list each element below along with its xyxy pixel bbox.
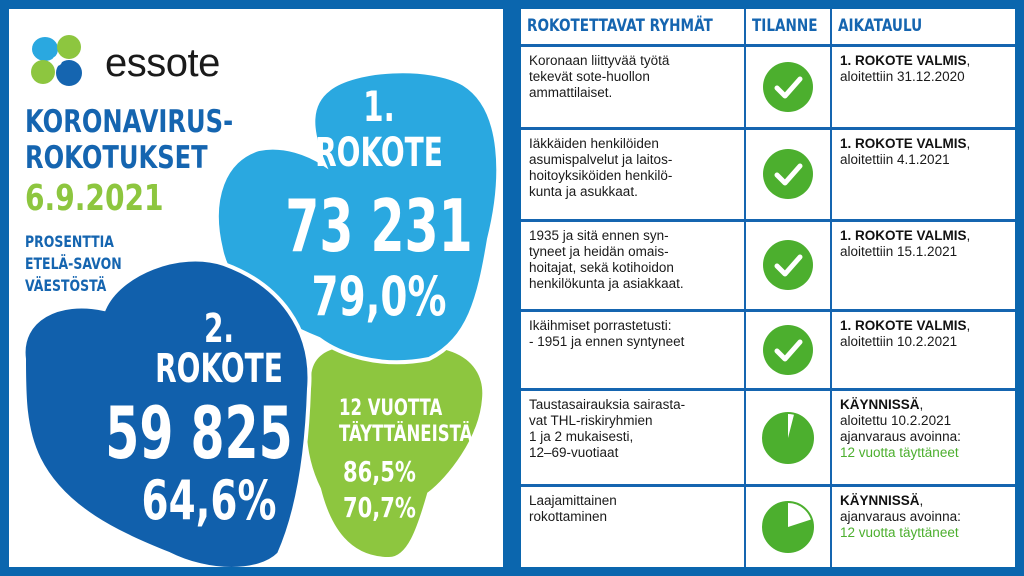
group-text-line: vat THL-riskiryhmien bbox=[529, 413, 653, 428]
left-panel bbox=[9, 9, 503, 567]
group-text-line: asumispalvelut ja laitos- bbox=[529, 152, 673, 168]
schedule-cell bbox=[831, 310, 1015, 389]
vaccination-table bbox=[521, 9, 1015, 567]
group-cell bbox=[521, 220, 745, 310]
schedule-text-line: aloitettiin 31.12.2020 bbox=[840, 68, 965, 84]
group-text-line: hoitajat, sekä kotihoidon bbox=[529, 259, 674, 275]
dose1-number: 1. bbox=[363, 82, 395, 131]
group-text-line: Ikäihmiset porrastetusti: bbox=[529, 317, 672, 333]
age12-dose2-percent: 70,7% bbox=[343, 491, 416, 524]
table-row bbox=[521, 486, 1015, 567]
schedule-eligibility: 12 vuotta täyttäneet bbox=[840, 525, 959, 541]
group-text-line: tyneet ja heidän omais- bbox=[529, 243, 669, 259]
schedule-text-line: aloitettu 10.2.2021 bbox=[840, 413, 952, 428]
column-header-groups: ROKOTETTAVAT RYHMÄT bbox=[521, 9, 745, 45]
group-cell bbox=[521, 129, 745, 221]
title-line: KORONAVIRUS- bbox=[25, 104, 234, 140]
schedule-cell bbox=[831, 45, 1015, 129]
table-row bbox=[521, 45, 1015, 129]
dose1-percent: 79,0% bbox=[311, 265, 447, 328]
pie-progress-icon bbox=[761, 411, 815, 465]
group-text-line: - 1951 ja ennen syntyneet bbox=[529, 333, 685, 349]
schedule-punct: , bbox=[966, 317, 971, 333]
clover-icon bbox=[23, 27, 93, 97]
schedule-cell bbox=[831, 486, 1015, 567]
group-cell bbox=[521, 45, 745, 129]
essote-logo bbox=[23, 27, 233, 97]
schedule-status: 1. ROKOTE VALMIS bbox=[840, 227, 967, 243]
page-title bbox=[25, 104, 234, 176]
subtitle-line: VÄESTÖSTÄ bbox=[25, 276, 107, 295]
schedule-text-line: aloitettiin 15.1.2021 bbox=[840, 243, 958, 259]
schedule-text-line: ajanvaraus avoinna: bbox=[840, 509, 961, 525]
group-text-line: Iäkkäiden henkilöiden bbox=[529, 136, 659, 152]
subtitle bbox=[25, 231, 122, 297]
column-header-status: TILANNE bbox=[745, 9, 831, 45]
schedule-status: 1. ROKOTE VALMIS bbox=[840, 52, 967, 68]
check-icon bbox=[761, 323, 815, 377]
schedule-text-line: ajanvaraus avoinna: bbox=[840, 429, 961, 444]
progress-wedge bbox=[763, 413, 813, 463]
schedule-status: 1. ROKOTE VALMIS bbox=[840, 317, 967, 333]
subtitle-line: PROSENTTIA bbox=[25, 232, 114, 251]
table-row bbox=[521, 390, 1015, 486]
group-text-line: 1935 ja sitä ennen syn- bbox=[529, 227, 669, 243]
group-text-line: hoitoyksiköiden henkilö- bbox=[529, 168, 673, 184]
dose2-number: 2. bbox=[203, 306, 235, 352]
schedule-cell bbox=[831, 220, 1015, 310]
table-row bbox=[521, 129, 1015, 221]
status-cell bbox=[745, 220, 831, 310]
dose1-label: ROKOTE bbox=[315, 130, 443, 176]
group-text-line: Koronaan liittyvää työtä bbox=[529, 52, 670, 68]
subtitle-line: ETELÄ-SAVON bbox=[25, 254, 122, 273]
green-heart bbox=[305, 345, 485, 559]
schedule-punct: , bbox=[966, 227, 971, 243]
status-cell bbox=[745, 45, 831, 129]
check-icon bbox=[761, 238, 815, 292]
dose2-percent: 64,6% bbox=[141, 469, 277, 532]
check-icon bbox=[761, 147, 815, 201]
check-icon bbox=[761, 60, 815, 114]
date-label: 6.9.2021 bbox=[25, 178, 164, 219]
schedule-punct: , bbox=[966, 52, 971, 68]
column-header-schedule: AIKATAULU bbox=[831, 9, 1015, 45]
group-text-line: kunta ja asukkaat. bbox=[529, 184, 638, 200]
age12-dose1-percent: 86,5% bbox=[343, 455, 416, 488]
group-cell bbox=[521, 310, 745, 389]
group-text-line: ammattilaiset. bbox=[529, 84, 613, 100]
schedule-cell bbox=[831, 390, 1015, 486]
schedule-status: KÄYNNISSÄ bbox=[840, 397, 920, 412]
status-cell bbox=[745, 390, 831, 486]
pie-progress-icon bbox=[761, 500, 815, 554]
dose2-label: ROKOTE bbox=[155, 346, 283, 392]
group-text-line: henkilökunta ja asiakkaat. bbox=[529, 275, 684, 291]
status-cell bbox=[745, 486, 831, 567]
logo-wordmark: essote bbox=[105, 41, 220, 85]
table-row bbox=[521, 220, 1015, 310]
dose1-count: 73 231 bbox=[285, 184, 473, 268]
schedule-punct: , bbox=[966, 136, 971, 152]
group-cell bbox=[521, 486, 745, 567]
schedule-status: 1. ROKOTE VALMIS bbox=[840, 136, 967, 152]
table-row bbox=[521, 310, 1015, 389]
schedule-text-line: aloitettiin 4.1.2021 bbox=[840, 152, 950, 168]
age12-label: 12 VUOTTA bbox=[339, 396, 443, 421]
schedule-status: KÄYNNISSÄ bbox=[840, 493, 920, 509]
group-text-line: Taustasairauksia sairasta- bbox=[529, 397, 686, 412]
group-cell bbox=[521, 390, 745, 486]
status-cell bbox=[745, 310, 831, 389]
title-line: ROKOTUKSET bbox=[25, 140, 208, 176]
group-text-line: 12–69-vuotiaat bbox=[529, 445, 619, 460]
schedule-eligibility: 12 vuotta täyttäneet bbox=[840, 445, 959, 460]
group-text-line: tekevät sote-huollon bbox=[529, 68, 650, 84]
schedule-punct: , bbox=[919, 397, 924, 412]
status-cell bbox=[745, 129, 831, 221]
group-text-line: Laajamittainen bbox=[529, 493, 617, 509]
dose2-count: 59 825 bbox=[105, 391, 293, 475]
group-text-line: 1 ja 2 mukaisesti, bbox=[529, 429, 634, 444]
schedule-text-line: aloitettiin 10.2.2021 bbox=[840, 333, 958, 349]
table-header-row bbox=[521, 9, 1015, 45]
age12-label: TÄYTTÄNEISTÄ: bbox=[339, 422, 480, 447]
schedule-punct: , bbox=[919, 493, 924, 509]
group-text-line: rokottaminen bbox=[529, 509, 608, 525]
schedule-cell bbox=[831, 129, 1015, 221]
